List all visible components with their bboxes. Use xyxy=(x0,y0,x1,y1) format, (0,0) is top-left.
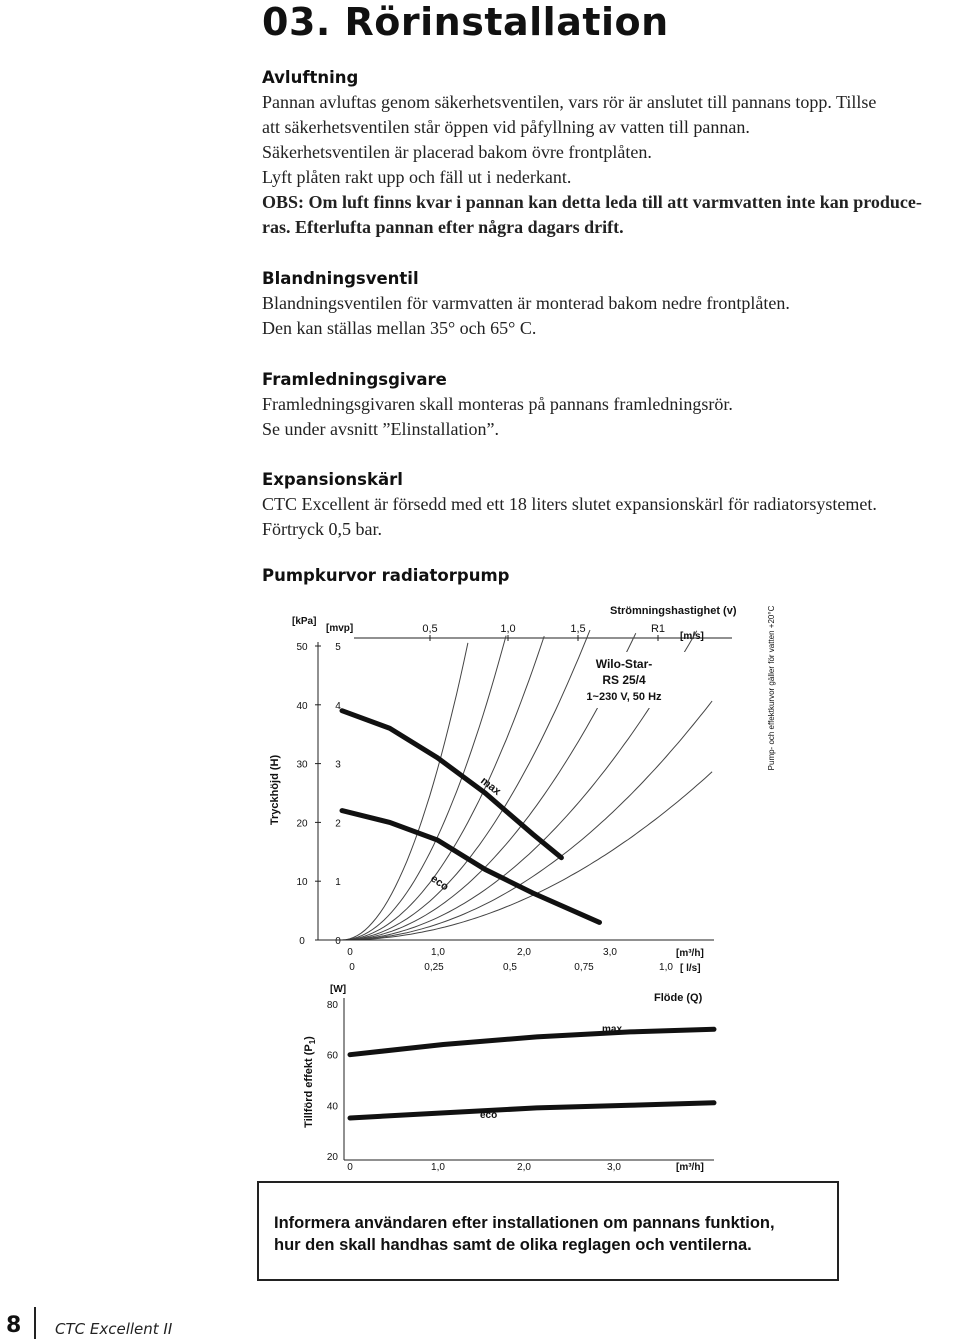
page-number: 8 xyxy=(6,1313,22,1338)
footer-product: CTC Excellent II xyxy=(55,1320,173,1338)
system-curve xyxy=(342,701,712,940)
side-note: Pump- och effektkurvor gäller för vatten +20°C xyxy=(767,605,776,771)
y-axis-label-subscript: 1 xyxy=(308,1039,317,1045)
section-heading: Avluftning xyxy=(262,68,359,87)
y-tick-label-kpa: 10 xyxy=(296,877,308,889)
x-tick-label-m3h: 2,0 xyxy=(517,947,531,958)
top-axis-tick-label: 0,5 xyxy=(422,623,438,635)
y-tick-label-mvp: 1 xyxy=(335,877,341,889)
system-curve xyxy=(342,636,544,940)
y-unit-w: [W] xyxy=(330,984,347,995)
section-avluftning xyxy=(262,66,952,240)
y-tick-label-w: 60 xyxy=(326,1050,338,1062)
y-axis-label-close: ) xyxy=(303,1036,315,1040)
x-unit-m3h: [m³/h] xyxy=(676,948,704,959)
x-tick-label-m3h: 0 xyxy=(347,947,353,958)
section-blandningsventil xyxy=(262,267,952,341)
section-heading: Framledningsgivare xyxy=(262,370,447,389)
body-line: Blandningsventilen för varmvatten är monterad bakom nedre frontplåten. xyxy=(262,293,790,313)
x-tick-label-ls: 0 xyxy=(349,962,355,973)
model-title: RS 25/4 xyxy=(602,673,646,687)
top-axis-unit: [m/s] xyxy=(680,631,704,642)
pressure-chart xyxy=(269,605,776,1004)
top-axis-tick-label: 1,0 xyxy=(500,623,516,635)
note-line: OBS: Om luft finns kvar i pannan kan detta leda till att varmvatten inte kan produce- xyxy=(262,192,922,212)
y-tick-label-mvp: 5 xyxy=(335,642,341,653)
y-tick-label-mvp: 2 xyxy=(335,818,341,830)
series-label-max: max xyxy=(602,1024,623,1035)
pump-curve-svg xyxy=(262,598,802,1176)
model-title: Wilo-Star- xyxy=(595,657,653,671)
y-tick-label-kpa: 50 xyxy=(296,642,308,653)
y-tick-label-kpa: 0 xyxy=(299,936,305,947)
y-unit-kpa: [kPa] xyxy=(292,616,317,627)
section-pumpkurvor xyxy=(262,564,952,588)
top-axis-title: Strömningshastighet (v) xyxy=(610,605,737,617)
note-line: ras. Efterlufta pannan efter några dagars drift. xyxy=(262,217,624,237)
body-line: Lyft plåten rakt upp och fäll ut i nederkant. xyxy=(262,167,572,187)
x-unit-ls: [ l/s] xyxy=(680,963,701,974)
x-tick-label: 0 xyxy=(347,1162,353,1173)
top-axis-tick-label: 1,5 xyxy=(570,623,586,635)
x-tick-label-ls: 0,25 xyxy=(424,962,444,973)
y-tick-label-kpa: 40 xyxy=(296,700,308,712)
y-tick-label-kpa: 30 xyxy=(296,759,308,771)
y-unit-mvp: [mvp] xyxy=(326,623,354,634)
body-line: CTC Excellent är försedd med ett 18 liters slutet expansionskärl för radiatorsystemet. xyxy=(262,494,877,514)
x-tick-label: 1,0 xyxy=(431,1162,445,1173)
section-expansionskarl xyxy=(262,468,952,542)
x-tick-label: 2,0 xyxy=(517,1162,531,1173)
x-tick-label-m3h: 3,0 xyxy=(603,947,617,958)
y-axis-label: Tillförd effekt $(P_1)$ xyxy=(303,1036,317,1128)
model-subtitle: 1~230 V, 50 Hz xyxy=(586,691,662,703)
x-tick-label-ls: 0,75 xyxy=(574,962,594,973)
y-tick-label-mvp: 3 xyxy=(335,759,341,771)
x-tick-label-m3h: 1,0 xyxy=(431,947,445,958)
power-chart xyxy=(303,984,714,1173)
body-line: Se under avsnitt ”Elinstallation”. xyxy=(262,419,499,439)
body-line: Säkerhetsventilen är placerad bakom övre frontplåten. xyxy=(262,142,652,162)
pump-curve-eco xyxy=(342,811,600,923)
x-unit: [m³/h] xyxy=(676,1162,704,1173)
x-tick-label: 3,0 xyxy=(607,1162,621,1173)
body-line: Framledningsgivaren skall monteras på pannans framledningsrör. xyxy=(262,394,733,414)
series-label-eco: eco xyxy=(480,1110,498,1121)
page-title: 03. Rörinstallation xyxy=(262,0,669,44)
y-tick-label-mvp: 4 xyxy=(335,700,341,712)
y-tick-label-w: 20 xyxy=(326,1152,338,1163)
section-heading: Expansionskärl xyxy=(262,470,403,489)
system-curve xyxy=(342,630,590,940)
info-box-line: Informera användaren efter installationen om pannans funktion, xyxy=(274,1214,775,1232)
power-curve-max xyxy=(350,1029,714,1054)
y-tick-label-mvp: 0 xyxy=(335,936,341,947)
y-tick-label-kpa: 20 xyxy=(296,818,308,830)
section-framledningsgivare xyxy=(262,368,952,442)
section-heading: Pumpkurvor radiatorpump xyxy=(262,566,510,585)
series-label-max: max xyxy=(478,774,503,798)
body-line: Pannan avluftas genom säkerhetsventilen, vars rör är anslutet till pannans topp. Tillse xyxy=(262,92,877,112)
footer-divider xyxy=(34,1307,36,1339)
pump-curve-figure xyxy=(262,598,802,1176)
body-line: att säkerhetsventilen står öppen vid påfyllning av vatten till pannan. xyxy=(262,117,750,137)
x-axis-label: Flöde (Q) xyxy=(654,992,703,1004)
pump-curve-max xyxy=(342,711,561,858)
y-tick-label-w: 80 xyxy=(326,1000,338,1011)
top-axis-tick-label: R1 xyxy=(650,623,666,635)
power-curve-eco xyxy=(350,1103,714,1118)
info-box-line: hur den skall handhas samt de olika reglagen och ventilerna. xyxy=(274,1236,752,1254)
body-line: Den kan ställas mellan 35° och 65° C. xyxy=(262,318,537,338)
y-axis-label: Tryckhöjd (H) xyxy=(269,754,281,826)
x-tick-label-ls: 1,0 xyxy=(659,962,673,973)
section-heading: Blandningsventil xyxy=(262,269,419,288)
x-tick-label-ls: 0,5 xyxy=(503,962,517,973)
series-label-eco: eco xyxy=(428,872,451,894)
body-line: Förtryck 0,5 bar. xyxy=(262,519,382,539)
y-tick-label-w: 40 xyxy=(326,1101,338,1113)
info-box xyxy=(257,1181,839,1281)
